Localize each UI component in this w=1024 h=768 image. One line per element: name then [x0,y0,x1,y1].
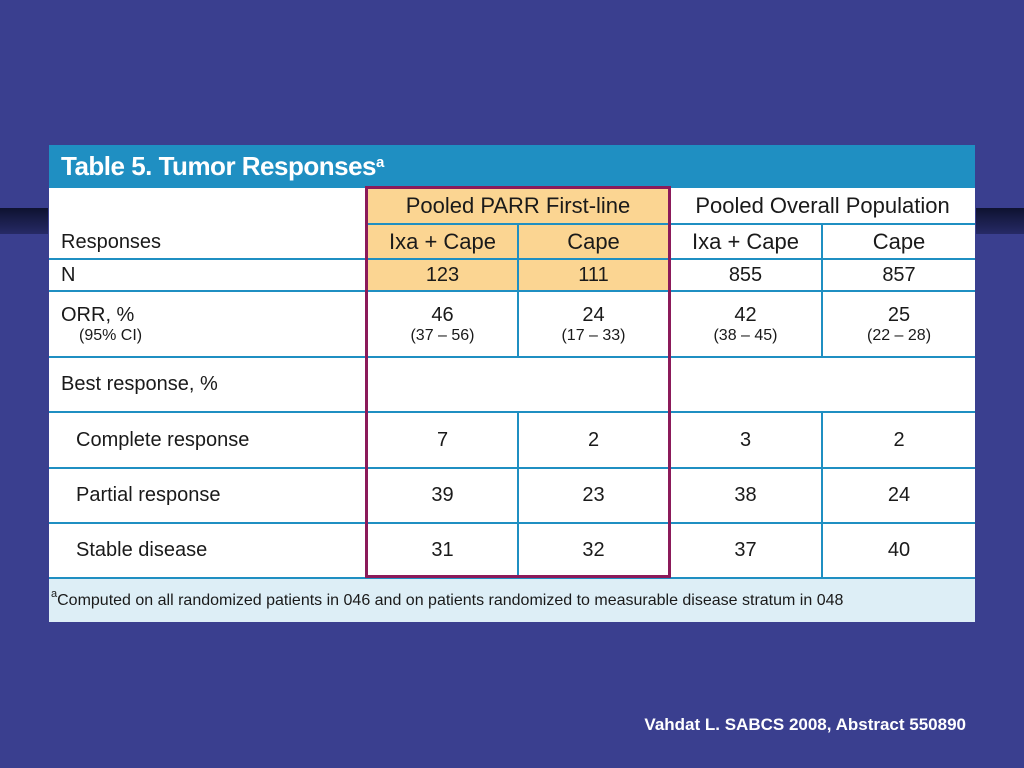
col-header: Cape [822,224,975,259]
orr-ci-label: (95% CI) [79,326,143,344]
row-label: Complete response [49,412,367,468]
table-cell: 2 [822,412,975,468]
row-label-n: N [49,259,367,291]
table-cell: 24 [822,468,975,523]
row-label: Stable disease [49,523,367,578]
table-footnote: $^a$Computed on all randomized patients in 046 and on patients randomized to measurable disease stratum in 048 [49,579,975,622]
orr-value: 25 [887,303,911,326]
n-value: 111 [518,259,669,291]
row-label-best-response: Best response, % [49,357,367,412]
orr-cell [518,291,669,357]
table-cell: 3 [669,412,822,468]
table-grid [49,189,975,579]
orr-ci: (17 – 33) [561,326,626,344]
orr-cell [822,291,975,357]
row-label: Partial response [49,468,367,523]
tumor-responses-table [49,145,975,622]
group-pooled-overall: Pooled Overall Population [669,189,975,224]
orr-cell [669,291,822,357]
orr-label: ORR, % [61,303,135,326]
table-cell: 37 [669,523,822,578]
n-value: 855 [669,259,822,291]
col-header: Ixa + Cape [367,224,518,259]
header-responses-cell [49,189,367,259]
decorative-bar-right [976,208,1024,234]
orr-ci: (37 – 56) [410,326,475,344]
orr-value: 24 [582,303,605,326]
table-title: Table 5. Tumor Responses$^a$ [49,145,975,188]
header-responses: Responses [61,231,162,253]
orr-value: 42 [734,303,757,326]
table-cell: 7 [367,412,518,468]
orr-ci: (22 – 28) [866,326,932,344]
n-value: 857 [822,259,975,291]
table-cell: 31 [367,523,518,578]
table-cell: 40 [822,523,975,578]
col-header: Cape [518,224,669,259]
table-cell: 23 [518,468,669,523]
col-header: Ixa + Cape [669,224,822,259]
empty-cell [669,357,975,412]
row-label-orr [49,291,367,357]
empty-cell [367,357,669,412]
orr-value: 46 [431,303,454,326]
group-pooled-parr: Pooled PARR First-line [367,189,669,224]
orr-ci: (38 – 45) [713,326,778,344]
n-value: 123 [367,259,518,291]
table-cell: 32 [518,523,669,578]
citation: Vahdat L. SABCS 2008, Abstract 550890 [644,715,966,734]
table-cell: 2 [518,412,669,468]
decorative-bar-left [0,208,48,234]
table-cell: 38 [669,468,822,523]
table-cell: 39 [367,468,518,523]
orr-cell [367,291,518,357]
